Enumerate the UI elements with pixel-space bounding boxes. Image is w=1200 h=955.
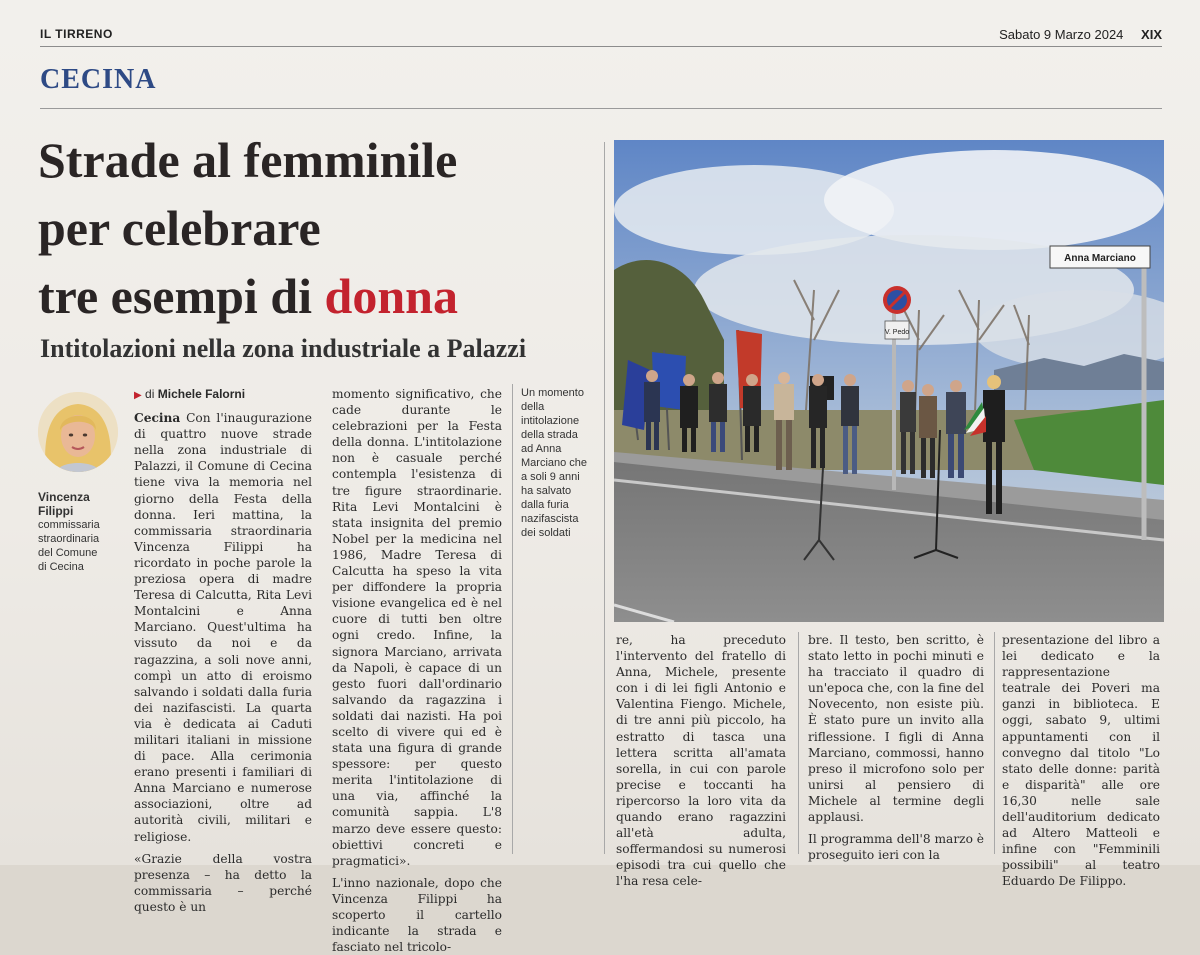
photo-caption: Un momento della intitolazione della strada ad Anna Marciano che a soli 9 anni ha salvato dalla furia nazifascista dei soldati: [521, 387, 588, 539]
article-photo: [614, 140, 1164, 622]
article-paragraph: presentazione del libro a lei dedicato e la rappresentazione teatrale dei Poveri ma ganzi in biblioteca. E oggi, sabato 9, ultimi appuntamenti con il convegno dal titolo "Lo stato delle donne: parità e disparità" alle ore 16,30 nelle sale dell'auditorium dedicato ad Altero Matteoli e infine con "Femminili possibili" al teatro Eduardo De Filippo.: [1002, 633, 1160, 889]
article-paragraph: [134, 410, 312, 845]
avatar: [38, 392, 118, 472]
article-column-5: [1002, 632, 1160, 890]
issue-date: Sabato 9 Marzo 2024: [999, 26, 1124, 42]
portrait-role-line: di Cecina: [38, 561, 84, 573]
headline-line-2: per celebrare: [38, 200, 321, 256]
article-column-4: [808, 632, 984, 863]
byline: [134, 386, 312, 404]
article-paragraph: L'inno nazionale, dopo che Vincenza Filippi ha scoperto il cartello indicante la strada e fasciato nel tricolo-: [332, 875, 502, 955]
article-paragraph: «Grazie della vostra presenza – ha detto la commissaria – perché questo è un: [134, 851, 312, 914]
section-title: CECINA: [40, 64, 157, 95]
portrait-name-line-2: Filippi: [38, 504, 74, 518]
byline-author: Michele Falorni: [157, 387, 246, 401]
article-paragraph: bre. Il testo, ben scritto, è stato letto in pochi minuti e ha tracciato il quadro di un'epoca che, con la fine del Novecento, non esiste più. È stato pure un invito alla riflessione. I figli di Anna Marciano, commossi, hanno preso il microfono solo per unirsi al pensiero di Michele al termine degli applausi.: [808, 633, 984, 825]
headline-line-1: Strade al femminile: [38, 132, 458, 188]
column-divider: [798, 632, 799, 854]
page-number: XIX: [1141, 26, 1162, 42]
headline: [38, 126, 598, 330]
portrait-caption: [38, 490, 124, 574]
article-paragraph: Il programma dell'8 marzo è proseguito ieri con la: [808, 832, 984, 863]
newspaper-brand: IL TIRRENO: [40, 27, 113, 41]
article-column-2: [332, 386, 502, 955]
page-header: [40, 22, 1162, 47]
article-text: Con l'inaugurazione di quattro nuove strade nella zona industriale di Palazzi, il Comune di Cecina tiene viva la memoria nel giorno della Festa della donna. Ieri mattina, la commissaria straordinaria Vincenza Filippi ha ricordato in poche parole la preziosa opera di madre Teresa di Calcutta, Rita Levi Montalcini e Anna Marciano. Quest'ultima ha vissuto da noi e da ragazzina, a soli nove anni, compì un atto di eroismo salvando i soldati dalla furia dei nazifascisti. La quarta via è dedicata ai Caduti militari italiani in missione di pace. Alla cerimonia erano presenti i familiari di Anna Marciano e numerose associazioni, oltre ad autorità civili, militari e religiose.: [134, 411, 312, 844]
article-paragraph: momento significativo, che cade durante le celebrazioni per la Festa della donna. L'intitolazione non è casuale perché contempla l'esistenza di tre figure straordinarie. Rita Levi Montalcini è stata insignita del premio Nobel per la medicina nel 1986, Madre Teresa di Calcutta ha speso la vita per diffondere la propria visione evangelica ed è nel cuore di tutti ben oltre ogni credo. Infine, la signora Marciano, arrivata da Napoli, è capace di un gesto fuori dall'ordinario salvando da ragazzina i soldati dai nazisti. Ha poi scelto di vivere qui ed è stata una figura di grande spessore: per questo merita l'intitolazione di una via, affinché la comunità sappia. L'8 marzo deve essere questo: obiettivi concreti e pragmatici».: [332, 387, 502, 868]
street-sign-text: Anna Marciano: [1064, 253, 1136, 264]
column-divider: [512, 384, 513, 854]
subheadline: Intitolazioni nella zona industriale a Palazzi: [40, 334, 527, 363]
date-and-page: [999, 27, 1162, 42]
portrait-role-line: commissaria: [38, 519, 100, 531]
byline-marker-icon: ▶: [134, 390, 142, 401]
portrait-role-line: del Comune: [38, 547, 98, 559]
section-divider: [40, 108, 1162, 109]
portrait-name-line-1: Vincenza: [38, 490, 90, 504]
headline-accent-word: donna: [324, 268, 458, 324]
small-road-sign: V. Pedo: [884, 329, 910, 336]
article-column-3: [616, 632, 786, 890]
ceremony-photo-icon: [614, 140, 1164, 622]
column-divider: [994, 632, 995, 854]
portrait-icon: [38, 392, 118, 472]
column-divider: [604, 142, 605, 854]
byline-prefix: di: [145, 387, 158, 401]
headline-line-3: tre esempi di: [38, 268, 325, 324]
article-column-1: [134, 386, 312, 915]
portrait-role-line: straordinaria: [38, 533, 100, 545]
article-paragraph: re, ha preceduto l'intervento del fratello di Anna, Michele, presente con i di lei figli Antonio e Valentina Fiengo. Michele, di tre anni più piccolo, ha estratto di tasca una lettera scritta all'amata sorella, in cui con parole precise e toccanti ha ripercorso la loro vita da quando erano ragazzini all'età adulta, soffermandosi su numerosi episodi tra cui quello che l'ha resa cele-: [616, 633, 786, 889]
article-dateline: Cecina: [134, 411, 181, 426]
